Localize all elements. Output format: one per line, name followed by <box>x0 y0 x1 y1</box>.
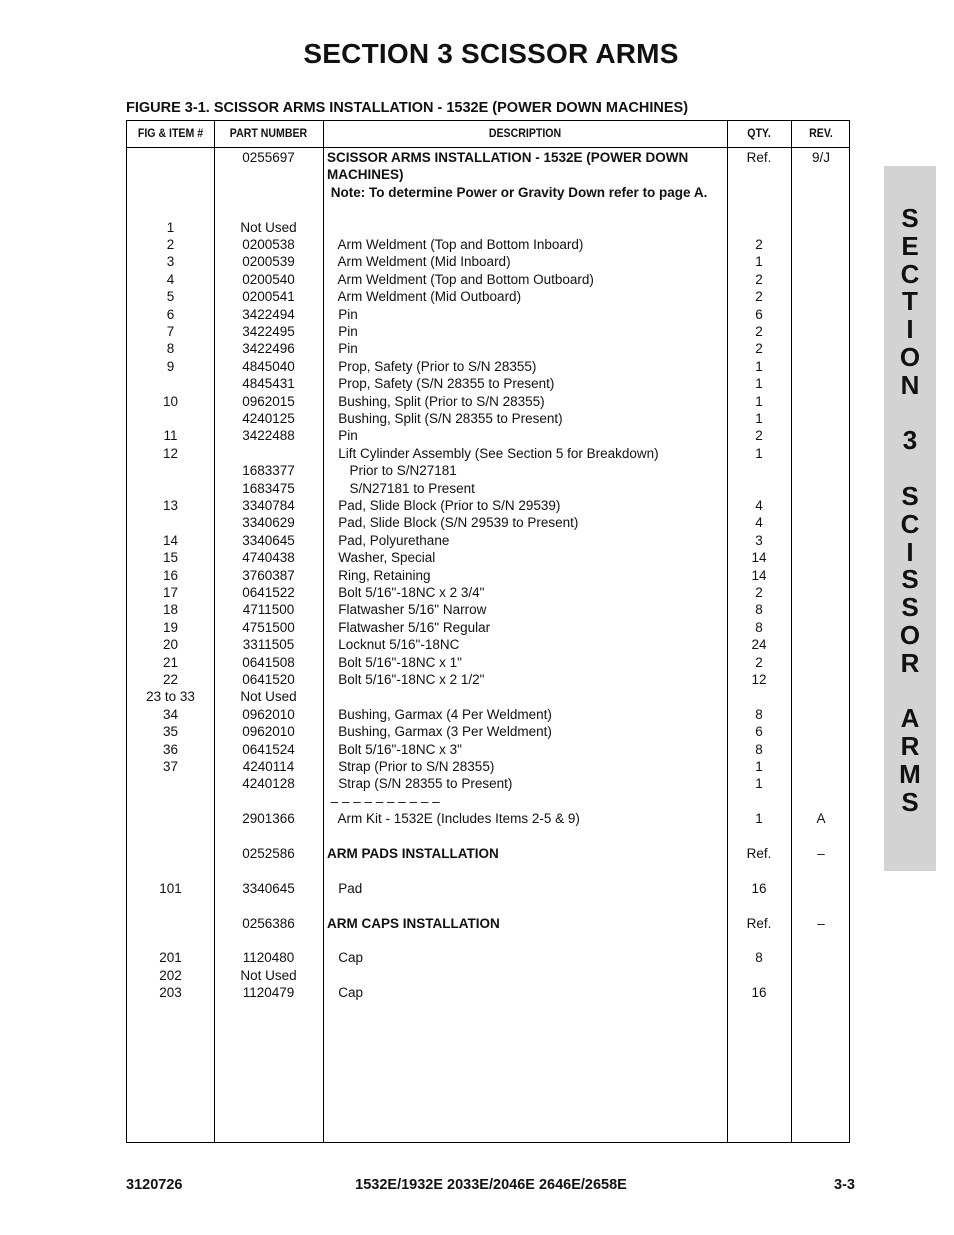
cell-qty: 14 <box>751 550 767 566</box>
cell-description: Flatwasher 5/16" Regular <box>327 619 491 635</box>
side-tab-letter: O <box>899 620 921 650</box>
cell-qty: 12 <box>751 672 767 687</box>
table-row <box>127 462 851 479</box>
cell-description: Note: To determine Power or Gravity Down refer to page A. <box>327 184 708 200</box>
cell-description: S/N27181 to Present <box>327 480 475 496</box>
table-row <box>127 880 851 897</box>
cell-qty: 1 <box>755 811 763 827</box>
cell-part-number: 3340784 <box>242 498 295 513</box>
header-rev: REV. <box>809 128 833 140</box>
table-row <box>127 323 851 340</box>
table-row <box>127 810 851 827</box>
cell-part-number: 0641524 <box>242 741 295 757</box>
side-tab-letter: C <box>900 258 920 289</box>
side-tab-letter: S <box>901 786 919 817</box>
cell-part-number: 3422488 <box>242 428 295 444</box>
table-row <box>127 619 851 636</box>
cell-part-number: 4240125 <box>242 411 295 426</box>
table-row <box>127 949 851 966</box>
header-divider <box>127 147 849 148</box>
table-row <box>127 514 851 531</box>
cell-description: Pad, Polyurethane <box>327 532 450 548</box>
cell-part-number: 0252586 <box>242 846 295 861</box>
cell-fig-item: 15 <box>162 550 179 566</box>
table-row <box>127 775 851 792</box>
cell-description: Arm Kit - 1532E (Includes Items 2-5 & 9) <box>327 811 580 827</box>
cell-qty: 2 <box>755 271 763 287</box>
side-tab-letter: T <box>902 286 918 317</box>
footer-doc-number: 3120726 <box>126 1177 183 1193</box>
cell-description: Pin <box>327 428 358 444</box>
table-row <box>127 601 851 618</box>
table-row <box>127 288 851 305</box>
side-tab-letter: S <box>901 564 919 595</box>
cell-fig-item: 6 <box>166 306 175 322</box>
cell-fig-item: 16 <box>162 567 179 583</box>
cell-qty: 8 <box>755 619 763 635</box>
cell-qty: 6 <box>755 306 763 322</box>
cell-description: Bushing, Split (S/N 28355 to Present) <box>327 411 563 426</box>
table-row <box>127 149 851 166</box>
cell-part-number: 4740438 <box>242 550 295 566</box>
cell-part-number: 3422495 <box>242 324 295 339</box>
cell-qty: 1 <box>755 411 763 426</box>
cell-description: MACHINES) <box>327 167 404 183</box>
cell-qty: Ref. <box>746 150 772 165</box>
cell-fig-item: 201 <box>159 950 182 966</box>
cell-fig-item: 14 <box>162 532 179 548</box>
cell-description: Bolt 5/16"-18NC x 3" <box>327 741 462 757</box>
cell-description: Bolt 5/16"-18NC x 2 3/4" <box>327 585 485 600</box>
cell-fig-item: 36 <box>162 741 179 757</box>
cell-fig-item: 12 <box>162 445 179 461</box>
table-row <box>127 445 851 462</box>
table-row <box>127 897 851 914</box>
cell-fig-item: 202 <box>159 967 182 983</box>
side-tab-letter: M <box>899 759 921 789</box>
table-row <box>127 688 851 705</box>
cell-description: Pad <box>327 880 363 896</box>
cell-fig-item: 13 <box>162 498 179 513</box>
cell-description: Strap (S/N 28355 to Present) <box>327 776 513 792</box>
cell-fig-item: 20 <box>162 637 179 653</box>
cell-qty: 1 <box>755 358 763 374</box>
cell-part-number: 1683377 <box>242 463 295 479</box>
table-row <box>127 706 851 723</box>
cell-fig-item: 101 <box>159 880 182 896</box>
cell-description: Pad, Slide Block (S/N 29539 to Present) <box>327 515 579 531</box>
cell-qty: 8 <box>755 706 763 722</box>
cell-part-number: 4751500 <box>242 619 295 635</box>
cell-part-number: 3311505 <box>242 637 295 653</box>
cell-part-number: 4240128 <box>242 776 295 792</box>
side-tab-letter: S <box>901 203 919 233</box>
cell-fig-item: 35 <box>162 724 179 740</box>
cell-fig-item: 203 <box>159 985 182 1001</box>
cell-description: Prior to S/N27181 <box>327 463 457 479</box>
cell-part-number: 3422494 <box>242 306 295 322</box>
cell-fig-item: 9 <box>166 358 175 374</box>
cell-part-number: 4711500 <box>242 602 295 618</box>
table-row <box>127 427 851 444</box>
side-tab-letter: C <box>900 508 920 539</box>
side-tab-letter: N <box>900 369 920 400</box>
cell-qty: 16 <box>751 985 767 1001</box>
cell-description: ARM PADS INSTALLATION <box>327 846 499 861</box>
cell-fig-item: 21 <box>162 654 179 670</box>
cell-fig-item: 5 <box>166 289 175 305</box>
cell-description: Pin <box>327 324 358 339</box>
table-row <box>127 271 851 288</box>
section-title: SECTION 3 SCISSOR ARMS <box>303 38 679 69</box>
cell-description: Prop, Safety (Prior to S/N 28355) <box>327 358 537 374</box>
cell-part-number: 0962010 <box>242 724 295 740</box>
cell-part-number: 4845040 <box>242 358 295 374</box>
cell-qty: 8 <box>755 602 763 618</box>
table-row <box>127 654 851 671</box>
cell-fig-item: 10 <box>162 393 179 409</box>
cell-rev: A <box>816 811 826 827</box>
table-row <box>127 862 851 879</box>
table-row <box>127 480 851 497</box>
cell-part-number: Not Used <box>240 967 297 983</box>
cell-part-number: 0641522 <box>242 585 295 600</box>
cell-qty: Ref. <box>746 846 772 861</box>
cell-part-number: 1120479 <box>242 985 295 1001</box>
side-tab-letter: E <box>901 230 919 261</box>
parts-table <box>126 120 850 1143</box>
cell-description: Pin <box>327 306 358 322</box>
cell-description: Washer, Special <box>327 550 436 566</box>
cell-qty: 1 <box>755 776 763 792</box>
table-row <box>127 741 851 758</box>
side-tab-letter: I <box>906 314 914 345</box>
cell-part-number: 1683475 <box>242 480 295 496</box>
cell-part-number: 4845431 <box>242 376 295 392</box>
table-row <box>127 671 851 688</box>
cell-part-number: 0641508 <box>242 654 295 670</box>
table-row <box>127 793 851 810</box>
cell-qty: 1 <box>755 376 763 392</box>
cell-part-number: 3340645 <box>242 880 295 896</box>
cell-description: Bushing, Garmax (3 Per Weldment) <box>327 724 552 740</box>
table-row <box>127 236 851 253</box>
cell-part-number: 0200540 <box>242 271 295 287</box>
cell-description: Bolt 5/16"-18NC x 1" <box>327 654 462 670</box>
cell-description: Strap (Prior to S/N 28355) <box>327 759 495 774</box>
cell-part-number: 3340629 <box>242 515 295 531</box>
cell-description: ARM CAPS INSTALLATION <box>327 915 500 931</box>
section-side-tab <box>884 166 936 871</box>
cell-qty: 24 <box>751 637 767 653</box>
cell-description: Pin <box>327 341 358 357</box>
cell-qty: 8 <box>755 741 763 757</box>
table-row <box>127 932 851 949</box>
table-row <box>127 358 851 375</box>
cell-fig-item: 37 <box>162 759 179 774</box>
cell-qty: 8 <box>755 950 763 966</box>
cell-fig-item: 18 <box>162 602 179 618</box>
footer-page-number: 3-3 <box>834 1177 855 1193</box>
side-tab-letter: S <box>901 592 919 623</box>
cell-fig-item: 11 <box>163 428 178 444</box>
cell-fig-item: 7 <box>166 324 175 339</box>
header-fig-item: FIG & ITEM # <box>137 128 204 140</box>
side-tab-letter: I <box>906 536 914 567</box>
cell-part-number: Not Used <box>240 689 297 705</box>
cell-qty: 14 <box>751 567 767 583</box>
cell-qty: 2 <box>755 585 763 600</box>
cell-description: Arm Weldment (Mid Inboard) <box>327 254 511 270</box>
table-row <box>127 758 851 775</box>
table-row <box>127 828 851 845</box>
table-row <box>127 549 851 566</box>
cell-description: Arm Weldment (Top and Bottom Outboard) <box>327 271 594 287</box>
cell-qty: 6 <box>755 724 763 740</box>
cell-description: Arm Weldment (Mid Outboard) <box>327 289 522 305</box>
cell-qty: 2 <box>755 428 763 444</box>
side-tab-letter: A <box>900 703 920 734</box>
side-tab-letter: S <box>901 481 919 511</box>
cell-part-number: 0200541 <box>242 289 295 305</box>
table-row <box>127 567 851 584</box>
cell-part-number: 0962010 <box>242 706 295 722</box>
header-description: DESCRIPTION <box>488 128 562 140</box>
table-row <box>127 497 851 514</box>
cell-part-number: 3760387 <box>242 567 295 583</box>
cell-qty: 16 <box>751 880 767 896</box>
cell-rev: 9/J <box>811 150 830 165</box>
table-row <box>127 845 851 862</box>
cell-fig-item: 22 <box>162 672 179 687</box>
side-tab-letter: R <box>900 731 920 762</box>
cell-fig-item: 19 <box>162 619 179 635</box>
cell-description: Lift Cylinder Assembly (See Section 5 for Breakdown) <box>327 445 659 461</box>
cell-part-number: 0256386 <box>242 915 295 931</box>
table-row <box>127 253 851 270</box>
cell-description: Cap <box>327 950 364 966</box>
cell-fig-item: 3 <box>166 254 175 270</box>
cell-qty: 2 <box>755 341 763 357</box>
table-row <box>127 915 851 932</box>
cell-part-number: 0255697 <box>242 150 295 165</box>
table-row <box>127 984 851 1001</box>
cell-description: Arm Weldment (Top and Bottom Inboard) <box>327 237 584 252</box>
table-row <box>127 375 851 392</box>
table-row <box>127 219 851 236</box>
table-row <box>127 723 851 740</box>
table-row <box>127 393 851 410</box>
cell-qty: 1 <box>755 759 763 774</box>
header-part-number: PART NUMBER <box>229 128 308 140</box>
cell-part-number: Not Used <box>240 219 297 235</box>
figure-title: FIGURE 3-1. SCISSOR ARMS INSTALLATION - 1532E (POWER DOWN MACHINES) <box>126 100 689 116</box>
cell-qty: 1 <box>755 393 763 409</box>
cell-qty: 2 <box>755 324 763 339</box>
cell-qty: 2 <box>755 289 763 305</box>
cell-qty: 3 <box>755 532 763 548</box>
cell-description: Bolt 5/16"-18NC x 2 1/2" <box>327 672 485 687</box>
cell-qty: 2 <box>755 654 763 670</box>
cell-fig-item: 4 <box>166 271 175 287</box>
table-row <box>127 967 851 984</box>
cell-part-number: 4240114 <box>242 759 295 774</box>
cell-description: Bushing, Split (Prior to S/N 28355) <box>327 393 545 409</box>
table-row <box>127 340 851 357</box>
side-tab-letter: O <box>899 342 921 372</box>
table-row <box>127 636 851 653</box>
cell-part-number: 2901366 <box>242 811 295 827</box>
cell-part-number: 3340645 <box>242 532 295 548</box>
cell-description: Locknut 5/16"-18NC <box>327 637 460 653</box>
cell-rev: – <box>817 915 825 931</box>
table-row <box>127 410 851 427</box>
cell-qty: 4 <box>755 515 763 531</box>
footer-models: 1532E/1932E 2033E/2046E 2646E/2658E <box>355 1177 627 1193</box>
cell-part-number: 0200538 <box>242 237 295 252</box>
cell-fig-item: 8 <box>166 341 175 357</box>
cell-qty: 1 <box>755 445 763 461</box>
cell-description: Pad, Slide Block (Prior to S/N 29539) <box>327 498 561 513</box>
cell-qty: 4 <box>755 498 763 513</box>
cell-fig-item: 23 to 33 <box>146 689 195 705</box>
cell-part-number: 1120480 <box>242 950 295 966</box>
cell-description: Bushing, Garmax (4 Per Weldment) <box>327 706 552 722</box>
cell-description: Flatwasher 5/16" Narrow <box>327 602 487 618</box>
cell-qty: 2 <box>755 237 763 252</box>
cell-fig-item: 17 <box>162 585 179 600</box>
cell-qty: 1 <box>755 254 763 270</box>
cell-fig-item: 34 <box>162 706 179 722</box>
table-row <box>127 201 851 218</box>
cell-fig-item: 2 <box>166 237 175 252</box>
cell-part-number: 0200539 <box>242 254 295 270</box>
cell-part-number: 3422496 <box>242 341 295 357</box>
cell-description: Cap <box>327 985 364 1001</box>
table-row <box>127 166 851 183</box>
header-qty: QTY. <box>747 128 771 140</box>
cell-fig-item: 1 <box>166 219 175 235</box>
table-row <box>127 184 851 201</box>
cell-description: Ring, Retaining <box>327 567 431 583</box>
side-tab-letter: R <box>900 647 920 678</box>
cell-part-number: 0641520 <box>242 672 295 687</box>
table-row <box>127 532 851 549</box>
cell-description: – – – – – – – – – – <box>327 793 440 809</box>
cell-description: SCISSOR ARMS INSTALLATION - 1532E (POWER DOWN <box>327 150 689 165</box>
table-row <box>127 584 851 601</box>
side-tab-letter: 3 <box>902 425 918 456</box>
table-row <box>127 306 851 323</box>
cell-description: Prop, Safety (S/N 28355 to Present) <box>327 376 555 392</box>
cell-qty: Ref. <box>746 915 772 931</box>
cell-part-number: 0962015 <box>242 393 295 409</box>
cell-rev: – <box>817 846 825 861</box>
